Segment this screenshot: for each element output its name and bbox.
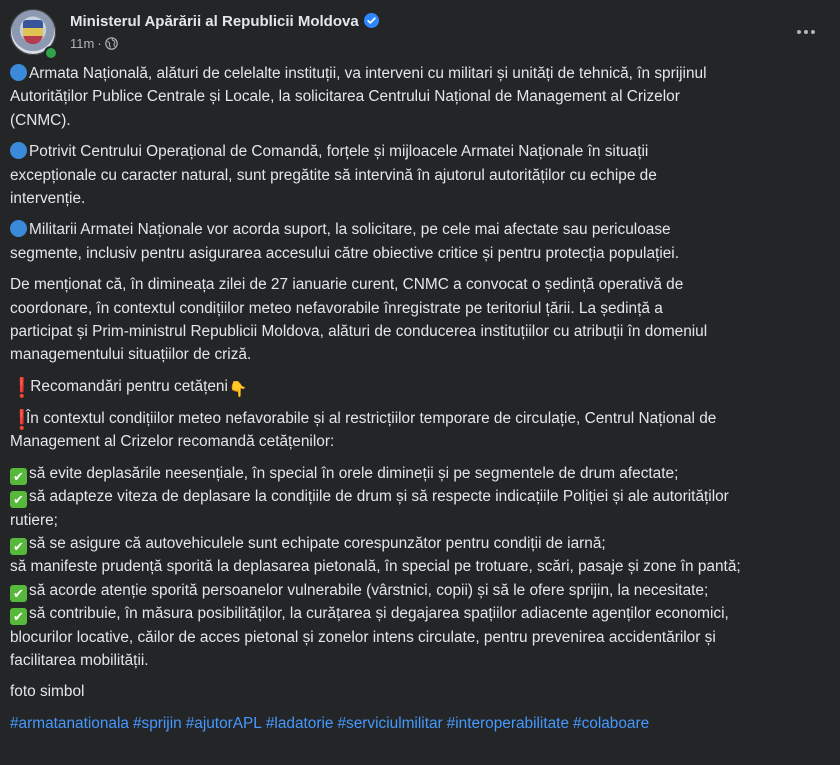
ministry-crest-icon xyxy=(23,20,43,44)
post-paragraph xyxy=(10,218,832,265)
paragraph-line: Autorităților Publice Centrale și Locale, la solicitarea Centrului Național de Management al Crizelor xyxy=(10,88,680,106)
paragraph-line: managementului situațiilor de criză. xyxy=(10,346,252,364)
more-dot xyxy=(811,30,815,34)
check-mark-icon: ✔ xyxy=(10,468,27,485)
recommendations-list xyxy=(10,462,832,673)
online-status-dot xyxy=(44,46,58,60)
hashtag-link[interactable]: #sprijin xyxy=(132,714,182,732)
paragraph-line: intervenție. xyxy=(10,190,86,208)
paragraph-line: Armata Națională, alături de celelalte instituții, va interveni cu militari și unități de tehnică, în sprijinul xyxy=(10,62,832,85)
context-line: În contextul condițiilor meteo nefavorabile și al restricțiilor temporare de circulație, Centrul Național de xyxy=(26,409,717,427)
recommendation-line: ✔ să evite deplasările neesențiale, în special în orele dimineții și pe segmentele de drum afectate; xyxy=(10,462,832,485)
paragraph-line: participat și Prim-ministrul Republicii Moldova, alături de conducerea instituțiilor cu atribuții în domeniul xyxy=(10,323,708,341)
context-paragraph xyxy=(10,407,832,454)
hashtag-link[interactable]: #ajutorAPL xyxy=(185,714,262,732)
check-mark-icon: ✔ xyxy=(10,585,27,602)
recommendation-line: rutiere; xyxy=(10,511,58,529)
recommendation-line: facilitarea mobilității. xyxy=(10,651,149,669)
post-timestamp[interactable]: 11m xyxy=(70,36,95,51)
blue-circle-icon xyxy=(10,64,27,81)
post-header xyxy=(10,6,830,58)
post-meta xyxy=(70,36,118,51)
paragraph-line: coordonare, în contextul condițiilor meteo nefavorabile înregistrate pe teritoriul țării. La ședință a xyxy=(10,299,663,317)
recommendations-title-text: Recomandări pentru cetățeni xyxy=(30,377,228,395)
hashtags xyxy=(10,712,832,735)
paragraph-line: segmente, inclusiv pentru asigurarea accesului către obiective critice și pentru protecția populației. xyxy=(10,244,679,262)
recommendation-line: ✔ să acorde atenție sporită persoanelor vulnerabile (vârstnici, copii) și să le ofere sprijin, la necesitate; xyxy=(10,579,832,602)
paragraph-line: Potrivit Centrului Operațional de Comandă, forțele și mijloacele Armatei Naționale în situații xyxy=(10,140,832,163)
meta-separator: · xyxy=(97,36,102,51)
more-dot xyxy=(804,30,808,34)
post-body xyxy=(10,62,832,743)
post-paragraph xyxy=(10,62,832,132)
hashtag-link[interactable]: #ladatorie xyxy=(265,714,334,732)
recommendations-title xyxy=(10,375,832,399)
page-avatar[interactable] xyxy=(10,9,56,55)
recommendation-line: blocurilor locative, căilor de acces pietonal și zonelor intens circulate, pentru prevenirea accidentărilor și xyxy=(10,628,716,646)
recommendation-line: să manifeste prudență sporită la deplasarea pietonală, în special pe trotuare, scări, pasaje și zone în pantă; xyxy=(10,558,741,576)
post-paragraph xyxy=(10,140,832,210)
hashtag-link[interactable]: #interoperabilitate xyxy=(446,714,570,732)
hashtag-link[interactable]: #colaboare xyxy=(573,714,650,732)
paragraph-line: excepționale cu caracter natural, sunt pregătite să intervină în ajutorul autorităților cu echipe de xyxy=(10,166,657,184)
exclamation-icon: ❗ xyxy=(10,409,34,431)
photo-note: foto simbol xyxy=(10,683,85,701)
post-paragraph xyxy=(10,273,832,367)
check-mark-icon: ✔ xyxy=(10,538,27,555)
context-line: Management al Crizelor recomandă cetățenilor: xyxy=(10,433,335,451)
paragraph-line: De menționat că, în dimineața zilei de 27 ianuarie curent, CNMC a convocat o ședință operativă de xyxy=(10,276,684,294)
more-options-button[interactable] xyxy=(788,14,824,50)
intro-paragraphs xyxy=(10,62,832,367)
globe-icon[interactable] xyxy=(105,37,118,50)
blue-circle-icon xyxy=(10,220,27,237)
blue-circle-icon xyxy=(10,142,27,159)
paragraph-line: Militarii Armatei Naționale vor acorda suport, la solicitare, pe cele mai afectate sau periculoase xyxy=(10,218,832,241)
page-name[interactable]: Ministerul Apărării al Republicii Moldova xyxy=(70,13,359,30)
hashtag-link[interactable]: #serviciulmilitar xyxy=(337,714,443,732)
page-name-link[interactable] xyxy=(70,13,379,30)
verified-badge-icon xyxy=(364,13,379,28)
pointing-down-icon: 👇 xyxy=(228,380,248,398)
check-mark-icon: ✔ xyxy=(10,491,27,508)
recommendation-line: ✔ să se asigure că autovehiculele sunt echipate corespunzător pentru condiții de iarnă; xyxy=(10,532,832,555)
recommendation-line: ✔ să contribuie, în măsura posibilităților, la curățarea și degajarea spațiilor adiacente agenților economici, xyxy=(10,602,832,625)
recommendation-line: ✔ să adapteze viteza de deplasare la condițiile de drum și să respecte indicațiile Poliției și ale autorităților xyxy=(10,485,832,508)
more-dot xyxy=(797,30,801,34)
hashtag-link[interactable]: #armatanationala xyxy=(10,714,129,732)
paragraph-line: (CNMC). xyxy=(10,111,71,129)
check-mark-icon: ✔ xyxy=(10,608,27,625)
exclamation-icon: ❗ xyxy=(10,377,34,399)
